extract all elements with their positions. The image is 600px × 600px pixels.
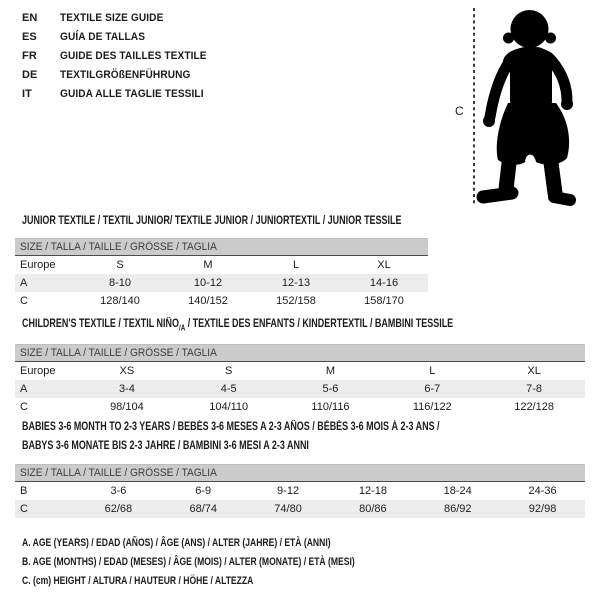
table-row xyxy=(15,362,585,380)
babies-size-table xyxy=(15,482,585,518)
language-item-de xyxy=(22,66,219,85)
section-title-text-line1: BABIES 3-6 MONTH TO 2-3 YEARS / BEBÉS 3-6 MESES A 2-3 AÑOS / BÉBÉS 3-6 MOIS À 2-3 ANS / xyxy=(22,421,440,433)
row-label-cell: Europe xyxy=(20,365,56,377)
size-value-cell: 12-18 xyxy=(358,485,387,497)
row-label-cell: C xyxy=(15,500,76,518)
table-row xyxy=(15,398,585,416)
size-header-text: SIZE / TALLA / TAILLE / GRÖSSE / TAGLIA xyxy=(20,241,217,253)
footnotes xyxy=(22,534,449,591)
size-value-cell: 4-5 xyxy=(178,380,280,398)
size-value-cell: 18-24 xyxy=(443,485,472,497)
language-code: DE xyxy=(22,69,38,81)
children-size-table xyxy=(15,362,585,416)
size-header-bar xyxy=(15,344,585,362)
size-value-cell: 5-6 xyxy=(280,380,382,398)
size-value-cell: 3-4 xyxy=(76,380,178,398)
size-value-cell: 98/104 xyxy=(110,401,144,413)
size-value-cell: 10-12 xyxy=(164,274,252,292)
footnote-text: C. (cm) HEIGHT / ALTURA / HAUTEUR / HÖHE / ALTEZZA xyxy=(22,575,254,587)
table-row xyxy=(15,292,428,310)
section-title-babies xyxy=(22,418,557,456)
footnote-b xyxy=(22,553,449,572)
size-value-cell: 110/116 xyxy=(311,401,350,413)
baby-figure xyxy=(470,5,593,212)
size-value-cell: 6-7 xyxy=(381,380,483,398)
row-label-cell: B xyxy=(20,485,28,497)
size-value-cell: 7-8 xyxy=(483,380,585,398)
size-value-cell: 68/74 xyxy=(161,500,246,518)
footnote-c xyxy=(22,572,449,591)
footnote-text: A. AGE (YEARS) / EDAD (AÑOS) / ÂGE (ANS) / ALTER (JAHRE) / ETÀ (ANNI) xyxy=(22,537,331,549)
size-value-cell: 14-16 xyxy=(340,274,428,292)
footnote-a xyxy=(22,534,449,553)
size-value-cell: 62/68 xyxy=(76,500,161,518)
language-label: GUIDE DES TAILLES TEXTILE xyxy=(60,50,207,62)
size-value-cell: 92/98 xyxy=(500,500,585,518)
size-value-cell: 3-6 xyxy=(110,485,127,497)
size-value-cell: 158/170 xyxy=(364,295,404,307)
row-label-cell: C xyxy=(20,401,28,413)
language-guide-list xyxy=(22,9,219,104)
table-row xyxy=(15,482,585,500)
size-value-cell: S xyxy=(225,365,233,377)
size-value-cell: 80/86 xyxy=(330,500,415,518)
size-value-cell: 152/158 xyxy=(276,295,316,307)
section-title-text: JUNIOR TEXTILE / TEXTIL JUNIOR/ TEXTILE JUNIOR / JUNIORTEXTIL / JUNIOR TESSILE xyxy=(22,215,402,227)
size-value-cell: 6-9 xyxy=(195,485,212,497)
size-value-cell: 86/92 xyxy=(415,500,500,518)
section-title-text-line2: BABYS 3-6 MONATE BIS 2-3 JAHRE / BAMBINI 3-6 MESI A 2-3 ANNI xyxy=(22,440,309,452)
row-label-cell: Europe xyxy=(20,259,56,271)
size-value-cell: 116/122 xyxy=(412,401,452,413)
language-item-es xyxy=(22,28,219,47)
title-subscript: /A xyxy=(178,323,186,333)
footnote-text: B. AGE (MONTHS) / EDAD (MESES) / ÂGE (MOIS) / ALTER (MONATE) / ETÀ (MESI) xyxy=(22,556,355,568)
section-title-junior xyxy=(22,212,508,231)
language-label: TEXTILE SIZE GUIDE xyxy=(60,12,164,24)
size-header-bar xyxy=(15,464,585,482)
row-label-cell: A xyxy=(15,380,76,398)
junior-size-table xyxy=(15,256,428,310)
language-code: ES xyxy=(22,31,37,43)
language-item-it xyxy=(22,85,219,104)
language-code: IT xyxy=(22,88,32,100)
size-value-cell: 74/80 xyxy=(246,500,331,518)
size-header-text: SIZE / TALLA / TAILLE / GRÖSSE / TAGLIA xyxy=(20,467,217,479)
baby-silhouette-icon xyxy=(483,10,573,200)
size-value-cell: XS xyxy=(119,365,135,377)
row-label-cell: A xyxy=(15,274,76,292)
size-value-cell: 128/140 xyxy=(100,295,140,307)
language-code: EN xyxy=(22,12,38,24)
size-value-cell: L xyxy=(292,259,300,271)
size-value-cell: M xyxy=(325,365,336,377)
size-value-cell: 9-12 xyxy=(277,485,300,497)
language-item-en xyxy=(22,9,219,28)
size-header-text: SIZE / TALLA / TAILLE / GRÖSSE / TAGLIA xyxy=(20,347,217,359)
size-value-cell: 122/128 xyxy=(514,401,554,413)
table-row xyxy=(15,500,585,518)
size-value-cell: 140/152 xyxy=(188,295,228,307)
language-code: FR xyxy=(22,50,37,62)
language-label: TEXTILGRÖßENFÜHRUNG xyxy=(60,69,191,81)
size-header-bar xyxy=(15,238,428,256)
section-title-children xyxy=(22,315,575,337)
height-marker-label: C xyxy=(455,104,464,118)
size-value-cell: XL xyxy=(527,365,541,377)
size-value-cell: 104/110 xyxy=(209,401,249,413)
size-value-cell: S xyxy=(116,259,124,271)
size-value-cell: XL xyxy=(377,259,391,271)
size-value-cell: M xyxy=(203,259,213,271)
size-value-cell: 8-10 xyxy=(76,274,164,292)
size-value-cell: 24-36 xyxy=(528,485,557,497)
language-label: GUIDA ALLE TAGLIE TESSILI xyxy=(60,88,204,100)
size-value-cell: L xyxy=(429,365,436,377)
table-row xyxy=(15,274,428,292)
row-label-cell: C xyxy=(20,295,28,307)
language-item-fr xyxy=(22,47,219,66)
language-label: GUÍA DE TALLAS xyxy=(60,31,146,43)
table-row xyxy=(15,380,585,398)
table-row xyxy=(15,256,428,274)
section-title-text: CHILDREN'S TEXTILE / TEXTIL $NIÑO_{/A}$ / TEXTILE DES ENFANTS / KINDERTEXTIL / BAMBINI TESSILE xyxy=(22,318,454,333)
size-value-cell: 12-13 xyxy=(252,274,340,292)
